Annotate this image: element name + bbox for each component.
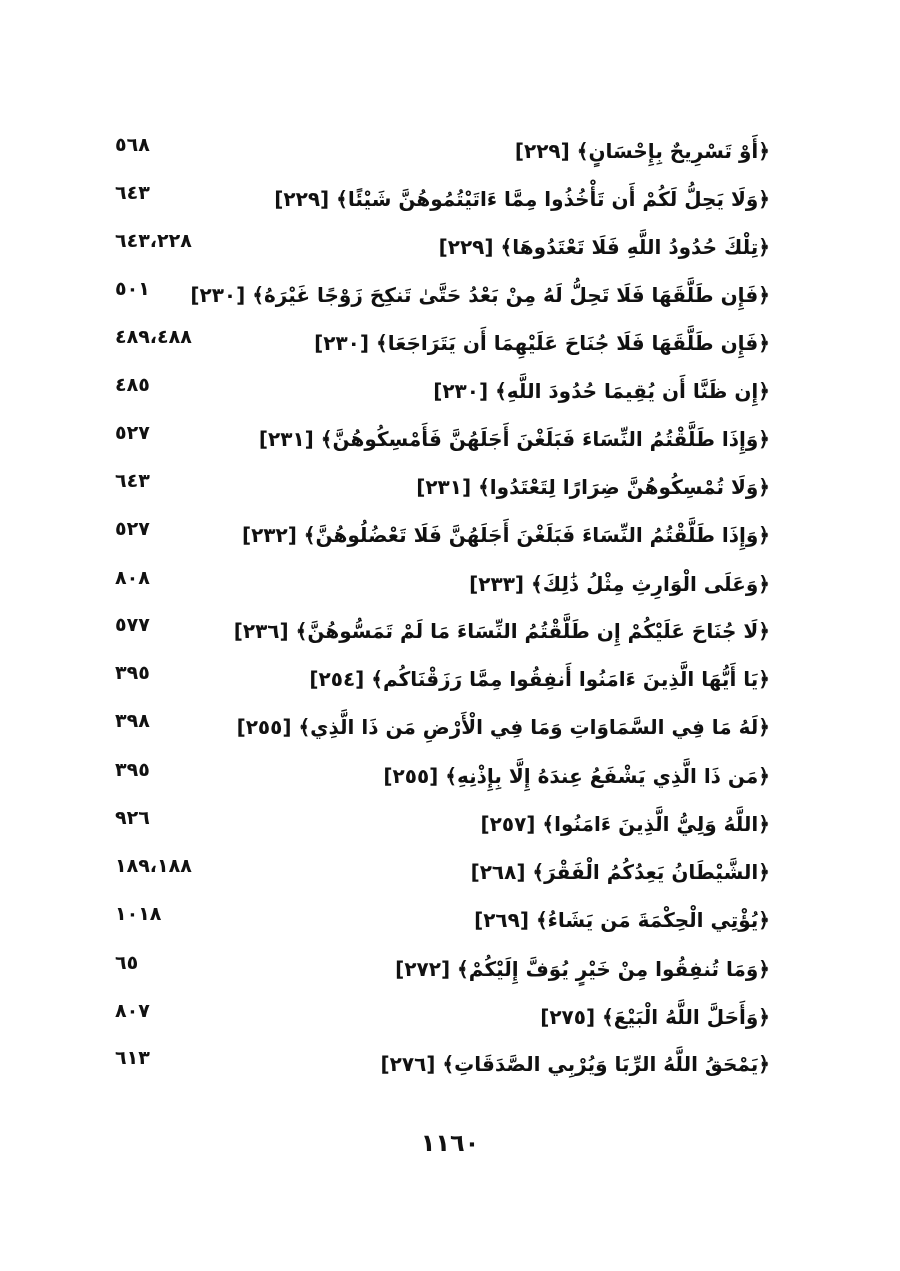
page-reference: ٦٤٣،٢٢٨ [115,230,192,252]
verse-text: ﴿وَأَحَلَّ اللَّهُ الْبَيْعَ﴾ [٢٧٥] [540,1005,770,1029]
list-item [115,612,770,652]
verse-text: ﴿إِن ظَنَّا أَن يُقِيمَا حُدُودَ اللَّهِ﴾ [٢٣٠] [433,379,770,403]
page-reference: ٦٤٣ [115,182,150,204]
verse-text: ﴿تِلْكَ حُدُودُ اللَّهِ فَلَا تَعْتَدُوهَا﴾ [٢٢٩] [438,235,770,259]
page-reference: ٨٠٨ [115,567,150,589]
verse-text: ﴿لَهُ مَا فِي السَّمَاوَاتِ وَمَا فِي الْأَرْضِ مَن ذَا الَّذِي﴾ [٢٥٥] [236,715,770,739]
list-item [115,757,770,797]
list-item [115,950,770,990]
verse-text: ﴿وَإِذَا طَلَّقْتُمُ النِّسَاءَ فَبَلَغْنَ أَجَلَهُنَّ فَأَمْسِكُوهُنَّ﴾ [٢٣١] [258,427,770,451]
page-reference: ٩٢٦ [115,807,150,829]
verse-text: ﴿لَا جُنَاحَ عَلَيْكُمْ إِن طَلَّقْتُمُ النِّسَاءَ مَا لَمْ تَمَسُّوهُنَّ﴾ [٢٣٦] [233,619,770,643]
page-reference: ٣٩٥ [115,662,150,684]
verse-text: ﴿وَلَا يَحِلُّ لَكُمْ أَن تَأْخُذُوا مِمَّا ءَاتَيْتُمُوهُنَّ شَيْئًا﴾ [٢٢٩] [274,187,770,211]
page-reference: ٤٨٩،٤٨٨ [115,326,192,348]
list-item [115,228,770,268]
list-item [115,660,770,700]
verse-text: ﴿وَإِذَا طَلَّقْتُمُ النِّسَاءَ فَبَلَغْنَ أَجَلَهُنَّ فَلَا تَعْضُلُوهُنَّ﴾ [٢٣٢] [241,523,770,547]
page-reference: ٦٤٣ [115,470,150,492]
list-item [115,853,770,893]
page-reference: ٣٩٥ [115,759,150,781]
list-item [115,565,770,605]
page-reference: ٨٠٧ [115,1000,150,1022]
list-item [115,901,770,941]
list-item [115,516,770,556]
page-reference: ١٠١٨ [115,903,162,925]
page-reference: ٥٢٧ [115,422,150,444]
verse-text: ﴿يُؤْتِي الْحِكْمَةَ مَن يَشَاءُ﴾ [٢٦٩] [474,908,770,932]
verse-text: ﴿وَمَا تُنفِقُوا مِنْ خَيْرٍ يُوَفَّ إِلَيْكُمْ﴾ [٢٧٢] [395,957,770,981]
page-reference: ٥٢٧ [115,518,150,540]
list-item [115,276,770,316]
list-item [115,372,770,412]
list-item [115,180,770,220]
verse-text: ﴿أَوْ تَسْرِيحٌ بِإِحْسَانٍ﴾ [٢٢٩] [514,139,770,163]
page-reference: ١٨٩،١٨٨ [115,855,192,877]
page-number: ١١٦٠ [420,1129,480,1157]
list-item [115,468,770,508]
list-item [115,708,770,748]
verse-text: ﴿يَا أَيُّهَا الَّذِينَ ءَامَنُوا أَنفِقُوا مِمَّا رَزَقْنَاكُم﴾ [٢٥٤] [309,667,770,691]
page-reference: ٣٩٨ [115,710,150,732]
list-item [115,805,770,845]
verse-text: ﴿وَعَلَى الْوَارِثِ مِثْلُ ذَٰلِكَ﴾ [٢٣٣] [469,572,770,596]
verse-text: ﴿فَإِن طَلَّقَهَا فَلَا جُنَاحَ عَلَيْهِمَا أَن يَتَرَاجَعَا﴾ [٢٣٠] [314,331,770,355]
page-reference: ٥٠١ [115,278,150,300]
verse-text: ﴿يَمْحَقُ اللَّهُ الرِّبَا وَيُرْبِي الصَّدَقَاتِ﴾ [٢٧٦] [380,1052,770,1076]
verse-text: ﴿وَلَا تُمْسِكُوهُنَّ ضِرَارًا لِتَعْتَدُوا﴾ [٢٣١] [416,475,770,499]
verse-text: ﴿الشَّيْطَانُ يَعِدُكُمُ الْفَقْرَ﴾ [٢٦٨] [470,860,770,884]
page-reference: ٥٧٧ [115,614,150,636]
list-item [115,132,770,172]
verse-text: ﴿اللَّهُ وَلِيُّ الَّذِينَ ءَامَنُوا﴾ [٢٥٧] [480,812,770,836]
verse-text: ﴿مَن ذَا الَّذِي يَشْفَعُ عِندَهُ إِلَّا بِإِذْنِهِ﴾ [٢٥٥] [383,764,770,788]
page-reference: ٦١٣ [115,1047,150,1069]
list-item [115,420,770,460]
page-reference: ٥٦٨ [115,134,150,156]
page-reference: ٦٥ [115,952,139,974]
verse-text: ﴿فَإِن طَلَّقَهَا فَلَا تَحِلُّ لَهُ مِنْ بَعْدُ حَتَّىٰ تَنكِحَ زَوْجًا غَيْرَهُ﴾ [٢٣٠] [190,283,770,307]
page-reference: ٤٨٥ [115,374,150,396]
list-item [115,1045,770,1085]
list-item [115,998,770,1038]
list-item [115,324,770,364]
